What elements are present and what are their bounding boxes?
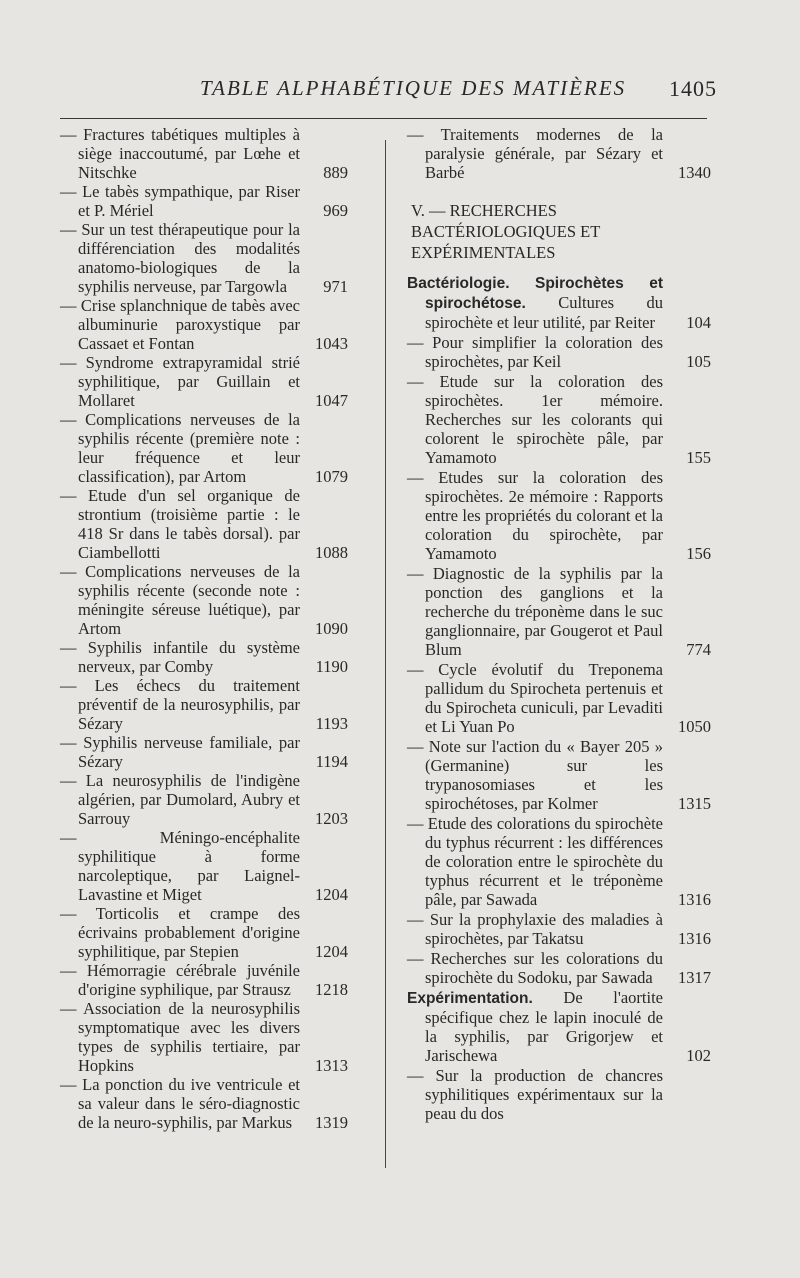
entry-page: 105 (686, 352, 711, 371)
entry-page: 774 (686, 640, 711, 659)
entry-text: — Syphilis nerveuse familiale, par Sézary (60, 733, 300, 771)
sub-heading: Bactériologie. Spirochètes et spirochétose. (407, 275, 663, 312)
entry-page: 1043 (315, 334, 348, 353)
entry-page: 1218 (315, 980, 348, 999)
index-entry (60, 676, 348, 733)
entry-page: 1088 (315, 543, 348, 562)
index-entry (407, 564, 711, 659)
entry-page: 1204 (315, 885, 348, 904)
index-entry (60, 125, 348, 182)
index-entry (60, 486, 348, 562)
entry-text: — Traitements modernes de la paralysie générale, par Sézary et Barbé (407, 125, 663, 182)
entry-page: 889 (323, 163, 348, 182)
entry-page: 1317 (678, 968, 711, 987)
index-entry (407, 988, 711, 1065)
entry-page: 1316 (678, 929, 711, 948)
entry-text: — Etude sur la coloration des spirochètes. 1er mémoire. Recherches sur les colorants qui colorent le spirochète pâle, par Yamamoto (407, 372, 663, 467)
entry-text: — Crise splanchnique de tabès avec albuminurie paroxystique par Cassaet et Fontan (60, 296, 300, 353)
entry-text: — Hémorragie cérébrale juvénile d'origine syphilique, par Strausz (60, 961, 300, 999)
entry-page: 971 (323, 277, 348, 296)
entry-page: 1313 (315, 1056, 348, 1075)
entry-text: — Torticolis et crampe des écrivains probablement d'origine syphilitique, par Stepien (60, 904, 300, 961)
entry-text: — Etude d'un sel organique de strontium (troisième partie : le 418 Sr dans le tabès dorsal). par Ciambellotti (60, 486, 300, 562)
entry-text: — Diagnostic de la syphilis par la ponction des ganglions et la recherche du tréponème dans le suc ganglionnaire, par Gougerot et Paul Blum (407, 564, 663, 659)
entry-page: 1204 (315, 942, 348, 961)
index-entry (60, 1075, 348, 1132)
entry-page: 156 (686, 544, 711, 563)
sub-heading-rest: De l'aortite spécifique chez le lapin inoculé de la syphilis, par Grigorjew et Jarischewa (425, 988, 663, 1065)
entry-page: 1316 (678, 890, 711, 909)
sub-heading-rest: Cultures du spirochète et leur utilité, par Reiter (425, 293, 663, 332)
page-number: 1405 (669, 76, 717, 101)
section-heading: V. — RECHERCHES BACTÉRIOLOGIQUES ET EXPÉRIMENTALES (411, 201, 600, 262)
entry-text: — Les échecs du traitement préventif de la neurosyphilis, par Sézary (60, 676, 300, 733)
entry-text: — Complications nerveuses de la syphilis récente (première note : leur fréquence et leur classification), par Artom (60, 410, 300, 486)
index-entry (407, 949, 711, 987)
entry-page: 155 (686, 448, 711, 467)
sub-heading: Expérimentation. (407, 990, 533, 1007)
index-entry (407, 273, 711, 332)
index-entry (407, 737, 711, 813)
index-entry (60, 182, 348, 220)
entry-text: — Complications nerveuses de la syphilis récente (seconde note : méningite séreuse luétique), par Artom (60, 562, 300, 638)
entry-text: — Cycle évolutif du Treponema pallidum du Spirocheta pertenuis et du Spirocheta cuniculi, par Levaditi et Li Yuan Po (407, 660, 663, 736)
column-divider (385, 140, 386, 1168)
entry-page: 969 (323, 201, 348, 220)
entry-page: 1193 (315, 714, 348, 733)
index-entry (60, 961, 348, 999)
index-entry (60, 410, 348, 486)
entry-page: 1047 (315, 391, 348, 410)
header-rule (60, 118, 707, 119)
index-entry (60, 828, 348, 904)
entry-page: 1190 (315, 657, 348, 676)
index-entry (60, 999, 348, 1075)
entry-text: — Sur un test thérapeutique pour la différenciation des modalités anatomo-biologiques de la syphilis nerveuse, par Targowla (60, 220, 300, 296)
index-entry (60, 771, 348, 828)
entry-page: 1340 (678, 163, 711, 182)
index-entry (60, 353, 348, 410)
index-entry (407, 333, 711, 371)
index-entry (60, 562, 348, 638)
index-entry (60, 296, 348, 353)
entry-page: 1079 (315, 467, 348, 486)
entry-page: 102 (686, 1046, 711, 1065)
index-entry (60, 904, 348, 961)
index-entry (407, 660, 711, 736)
index-entry (60, 733, 348, 771)
entry-text: — Etudes sur la coloration des spirochètes. 2e mémoire : Rapports entre les propriétés du colorant et la coloration du spirochète, par Yamamoto (407, 468, 663, 563)
entry-text: — Le tabès sympathique, par Riser et P. Mériel (60, 182, 300, 220)
index-entry (407, 1066, 711, 1123)
entry-text: — Syphilis infantile du système nerveux, par Comby (60, 638, 300, 676)
entry-page: 1203 (315, 809, 348, 828)
entry-text: — Sur la production de chancres syphilitiques expérimentaux sur la peau du dos (407, 1066, 663, 1123)
index-entry (60, 220, 348, 296)
entry-page: 104 (686, 313, 711, 332)
entry-text: — Etude des colorations du spirochète du typhus récurrent : les différences de coloration entre le spirochète du typhus récurrent et le tréponème pâle, par Sawada (407, 814, 663, 909)
entry-text: — Pour simplifier la coloration des spirochètes, par Keil (407, 333, 663, 371)
entry-text: — Méningo-encéphalite syphilitique à forme narcoleptique, par Laignel-Lavastine et Miget (60, 828, 300, 904)
entry-text (407, 273, 663, 332)
entry-text: — Fractures tabétiques multiples à siège inaccoutumé, par Lœhe et Nitschke (60, 125, 300, 182)
entry-text (407, 988, 663, 1065)
bacterio-list (407, 333, 711, 987)
header-title: TABLE ALPHABÉTIQUE DES MATIÈRES (200, 76, 627, 100)
entry-text: — La neurosyphilis de l'indigène algérien, par Dumolard, Aubry et Sarrouy (60, 771, 300, 828)
index-entry (407, 814, 711, 909)
entry-page: 1050 (678, 717, 711, 736)
left-column (60, 125, 348, 1132)
right-column (407, 125, 711, 1123)
running-header (0, 76, 800, 106)
index-entry (407, 468, 711, 563)
index-entry (407, 372, 711, 467)
entry-page: 1090 (315, 619, 348, 638)
entry-text: — Syndrome extrapyramidal strié syphilitique, par Guillain et Mollaret (60, 353, 300, 410)
entry-page: 1194 (315, 752, 348, 771)
index-entry (407, 910, 711, 948)
entry-text: — Association de la neurosyphilis symptomatique avec les divers types de syphilis tertiaire, par Hopkins (60, 999, 300, 1075)
entry-text: — Note sur l'action du « Bayer 205 » (Germanine) sur les trypanosomiases et les spirochétoses, par Kolmer (407, 737, 663, 813)
entry-text: — La ponction du ive ventricule et sa valeur dans le séro-diagnostic de la neuro-syphilis, par Markus (60, 1075, 300, 1132)
index-entry (60, 638, 348, 676)
entry-text: — Recherches sur les colorations du spirochète du Sodoku, par Sawada (407, 949, 663, 987)
entry-page: 1319 (315, 1113, 348, 1132)
index-entry (407, 125, 711, 182)
entry-page: 1315 (678, 794, 711, 813)
entry-text: — Sur la prophylaxie des maladies à spirochètes, par Takatsu (407, 910, 663, 948)
